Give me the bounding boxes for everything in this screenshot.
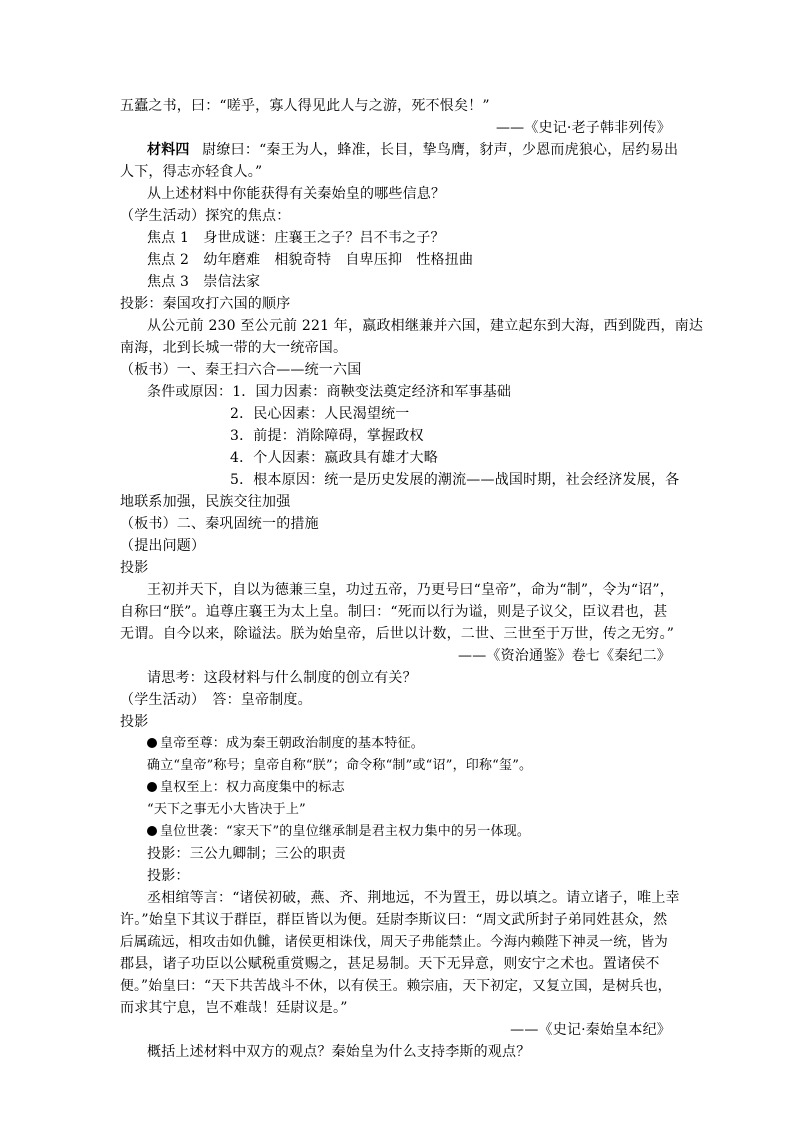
bullet-item <box>147 777 703 799</box>
quote-line: 后属疏远，相攻击如仇雠，诸侯更相诛伐，周天子弗能禁止。今海内赖陛下神灵一统，皆为 <box>120 934 668 950</box>
text-line: （学生活动）探究的焦点： <box>120 208 291 224</box>
text-line: 尉缭曰：“秦王为人，蜂准，长目，挚鸟膺，豺声，少恩而虎狼心，居约易出 <box>202 142 679 158</box>
question-line: 概括上述材料中双方的观点？秦始皇为什么支持李斯的观点？ <box>147 1044 531 1060</box>
bullet-item <box>147 821 703 843</box>
bullet-icon <box>147 738 157 748</box>
material-label: 材料四 <box>147 142 190 158</box>
citation: ——《史记·秦始皇本纪》 <box>510 1022 671 1038</box>
text-line: （提出问题） <box>120 538 206 554</box>
quote-line: 便。”始皇曰：“天下共苦战斗不休，以有侯王。赖宗庙，天下初定，又复立国，是树兵也， <box>120 978 672 994</box>
citation: ——《史记·老子韩非列传》 <box>495 120 671 136</box>
question-line: 从上述材料中你能获得有关秦始皇的哪些信息？ <box>147 186 446 202</box>
text-line: 从公元前 230 至公元前 221 年，嬴政相继兼并六国，建立起东到大海，西到陇西，南达 <box>147 318 704 334</box>
text-line: 投影： <box>147 868 190 884</box>
cause-item: 5．根本原因：统一是历史发展的潮流——战国时期，社会经济发展，各 <box>230 472 680 488</box>
bullet-text: 皇权至上：权力高度集中的标志 <box>160 780 345 795</box>
quote-line: 丞相绾等言：“诸侯初破，燕、齐、荆地远，不为置王，毋以填之。请立诸子，唯上幸 <box>147 890 680 906</box>
text-line: 投影 <box>120 714 149 730</box>
cause-item: 条件或原因：1．国力因素：商鞅变法奠定经济和军事基础 <box>147 384 512 400</box>
text-line: 地联系加强，民族交往加强 <box>120 494 291 510</box>
text-line: 投影：秦国攻打六国的顺序 <box>120 296 291 312</box>
text-line: “天下之事无小大皆决于上” <box>147 802 306 817</box>
bullet-text: 皇位世袭：“家天下”的皇位继承制是君主权力集中的另一体现。 <box>160 824 531 839</box>
board-heading: （板书）一、秦王扫六合——统一六国 <box>120 362 362 378</box>
focus-item: 焦点 3 崇信法家 <box>147 274 261 290</box>
question-line: 请思考：这段材料与什么制度的创立有关？ <box>147 670 417 686</box>
bullet-icon <box>147 826 157 836</box>
text-line: 人下，得志亦轻食人。” <box>120 164 263 180</box>
quote-line: 无谓。自今以来，除谥法。朕为始皇帝，后世以计数，二世、三世至于万世，传之无穷。” <box>120 626 675 642</box>
cause-item: 4．个人因素：嬴政具有雄才大略 <box>230 450 438 466</box>
text-line: （学生活动） 答：皇帝制度。 <box>120 692 312 708</box>
text-line: 投影：三公九卿制；三公的职责 <box>147 846 346 862</box>
bullet-icon <box>147 782 157 792</box>
quote-line: 许。”始皇下其议于群臣，群臣皆以为便。廷尉李斯议曰：“周文武所封子弟同姓甚众，然 <box>120 912 668 928</box>
quote-line: 而求其宁息，岂不难哉！廷尉议是。” <box>120 1000 348 1016</box>
text-line: 南海，北到长城一带的大一统帝国。 <box>120 340 348 356</box>
quote-line: 王初并天下，自以为德兼三皇，功过五帝，乃更号曰“皇帝”，命为“制”，令为“诏”， <box>147 582 674 598</box>
quote-line: 自称曰“朕”。追尊庄襄王为太上皇。制曰：“死而以行为谥，则是子议父，臣议君也，甚 <box>120 604 668 620</box>
board-heading: （板书）二、秦巩固统一的措施 <box>120 516 319 532</box>
material-paragraph <box>147 139 703 161</box>
cause-item: 3．前提：消除障碍，掌握政权 <box>230 428 424 444</box>
text-line: 投影 <box>120 560 149 576</box>
text-line: 确立“皇帝”称号；皇帝自称“朕”；命令称“制”或“诏”，印称“玺”。 <box>147 758 533 773</box>
citation: ——《资治通鉴》卷七《秦纪二》 <box>458 648 671 664</box>
bullet-item <box>147 733 703 755</box>
cause-item: 2．民心因素：人民渴望统一 <box>230 406 410 422</box>
quote-line: 郡县，诸子功臣以公赋税重赏赐之，甚足易制。天下无异意，则安宁之术也。置诸侯不 <box>120 956 660 972</box>
text-line: 五蠹之书，曰：“嗟乎，寡人得见此人与之游，死不恨矣！” <box>120 98 490 114</box>
bullet-text: 皇帝至尊：成为秦王朝政治制度的基本特征。 <box>160 736 425 751</box>
focus-item: 焦点 2 幼年磨难 相貌奇特 自卑压抑 性格扭曲 <box>147 252 474 268</box>
focus-item: 焦点 1 身世成谜：庄襄王之子？吕不韦之子？ <box>147 230 445 246</box>
